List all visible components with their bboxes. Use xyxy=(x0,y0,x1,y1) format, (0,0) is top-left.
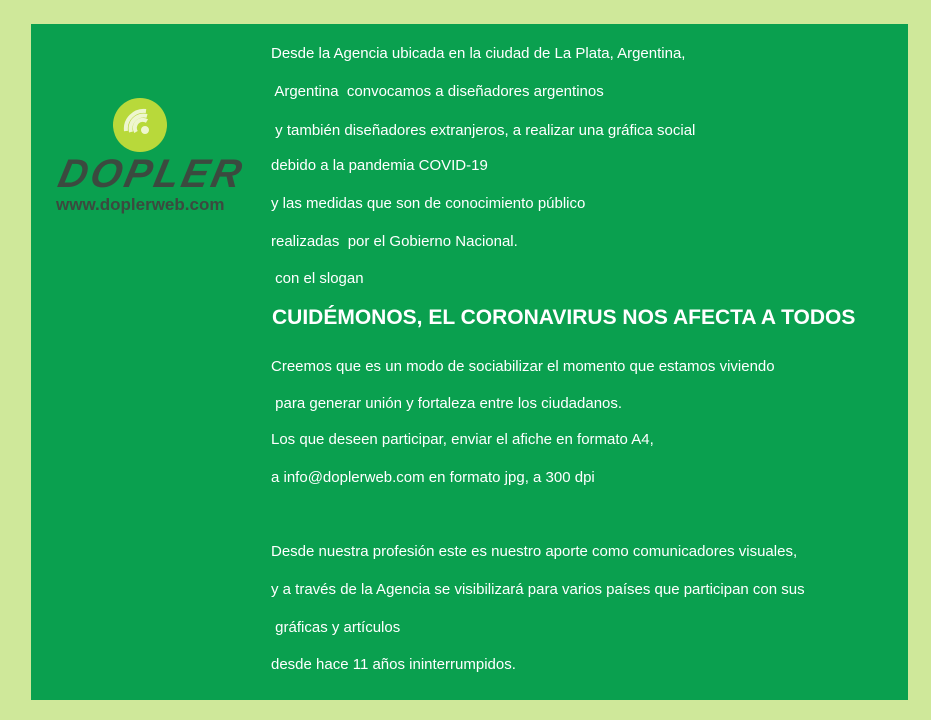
text-line: y también diseñadores extranjeros, a realizar una gráfica social xyxy=(271,122,696,139)
text-line: desde hace 11 años ininterrumpidos. xyxy=(271,656,516,673)
text-line: Desde nuestra profesión este es nuestro aporte como comunicadores visuales, xyxy=(271,543,798,560)
announcement-panel xyxy=(31,24,908,700)
logo-wordmark: DOPLER xyxy=(54,152,249,196)
text-line: debido a la pandemia COVID-19 xyxy=(271,157,488,174)
text-line: Creemos que es un modo de sociabilizar el momento que estamos viviendo xyxy=(271,358,775,375)
text-line: Desde la Agencia ubicada en la ciudad de La Plata, Argentina, xyxy=(271,45,686,62)
text-line: para generar unión y fortaleza entre los ciudadanos. xyxy=(271,395,623,412)
text-line: Los que deseen participar, enviar el afiche en formato A4, xyxy=(271,431,654,448)
text-line: y las medidas que son de conocimiento público xyxy=(271,195,586,212)
text-line: realizadas por el Gobierno Nacional. xyxy=(271,233,518,250)
text-line: gráficas y artículos xyxy=(271,619,401,636)
logo-url: www.doplerweb.com xyxy=(56,195,225,214)
text-line: y a través de la Agencia se visibilizará para varios países que participan con sus xyxy=(271,581,805,598)
text-line: a info@doplerweb.com en formato jpg, a 300 dpi xyxy=(271,469,595,486)
text-line: con el slogan xyxy=(271,270,364,287)
slogan-heading: CUIDÉMONOS, EL CORONAVIRUS NOS AFECTA A TODOS xyxy=(272,306,856,329)
dopler-wave-icon xyxy=(112,97,168,153)
text-line: Argentina convocamos a diseñadores argentinos xyxy=(271,83,604,100)
